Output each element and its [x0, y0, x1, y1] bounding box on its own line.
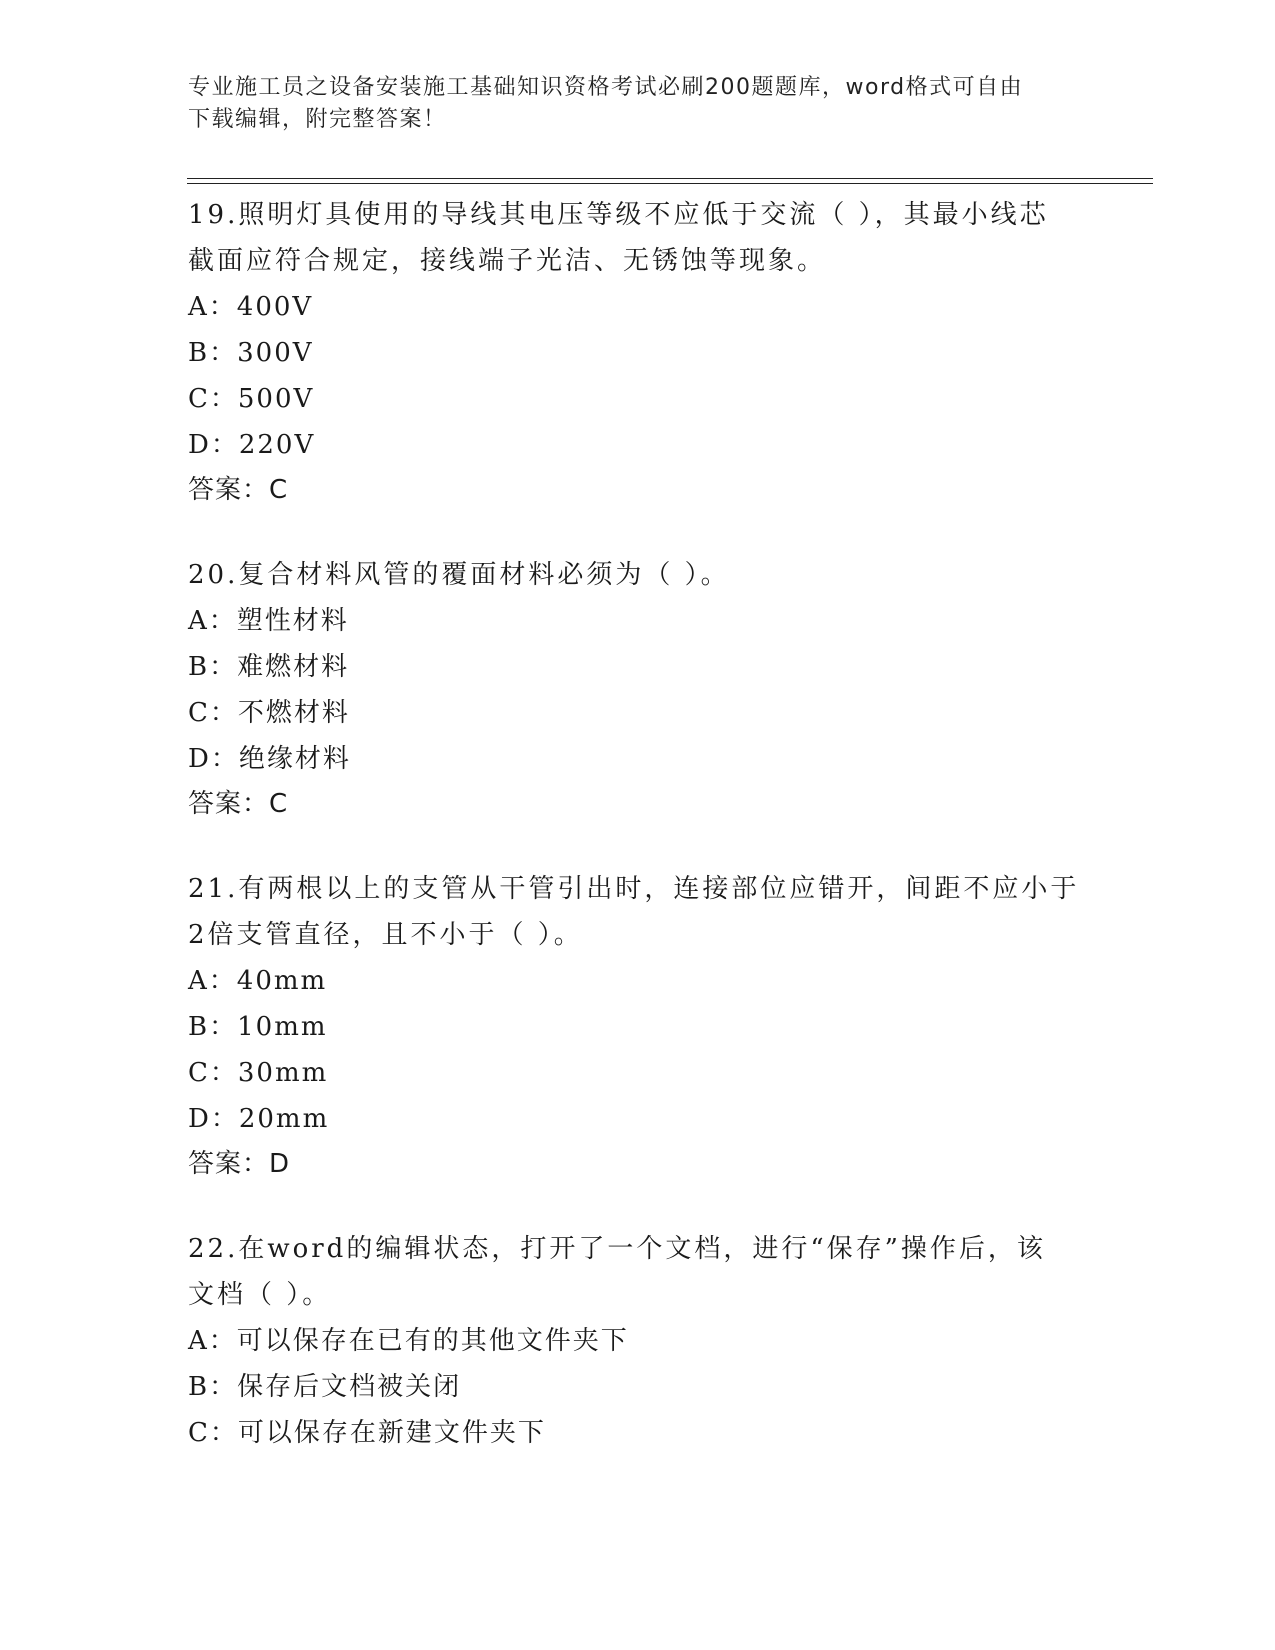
option-d: D：220V: [188, 430, 316, 460]
option-c: C：500V: [188, 384, 315, 414]
answer-line: 答案：C: [188, 475, 289, 505]
option-c: C：30mm: [188, 1058, 329, 1088]
question-stem-line: 截面应符合规定，接线端子光洁、无锈蚀等现象。: [188, 246, 827, 276]
option-b: B：300V: [188, 338, 314, 368]
option-c: C：不燃材料: [188, 698, 350, 728]
question-21: [188, 866, 1088, 1186]
question-20: [188, 552, 1088, 826]
option-a: A：可以保存在已有的其他文件夹下: [188, 1326, 629, 1356]
question-stem-line: 文档（ ）。: [188, 1280, 332, 1310]
option-a: A：40mm: [188, 966, 328, 996]
header-line-2: 下载编辑，附完整答案！: [188, 107, 447, 132]
question-list: [188, 192, 1088, 1496]
document-header: [188, 72, 1088, 136]
header-rule-top: [187, 178, 1153, 179]
answer-line: 答案：D: [188, 1149, 291, 1179]
option-d: D：绝缘材料: [188, 744, 351, 774]
option-d: D：20mm: [188, 1104, 330, 1134]
question-22: [188, 1226, 1088, 1456]
question-stem-line: 2倍支管直径，且不小于（ ）。: [188, 920, 583, 950]
option-b: B：难燃材料: [188, 652, 350, 682]
option-c: C：可以保存在新建文件夹下: [188, 1418, 546, 1448]
question-stem-line: 19.照明灯具使用的导线其电压等级不应低于交流（ ），其最小线芯: [188, 200, 1049, 230]
option-b: B：保存后文档被关闭: [188, 1372, 462, 1402]
question-stem-line: 20.复合材料风管的覆面材料必须为（ ）。: [188, 560, 730, 590]
header-rule-bottom: [187, 183, 1153, 184]
question-stem-line: 21.有两根以上的支管从干管引出时，连接部位应错开，间距不应小于: [188, 874, 1080, 904]
answer-line: 答案：C: [188, 789, 289, 819]
option-a: A：400V: [188, 292, 314, 322]
header-line-1: 专业施工员之设备安装施工基础知识资格考试必刷200题题库，word格式可自由: [188, 75, 1024, 100]
option-a: A：塑性材料: [188, 606, 349, 636]
question-19: [188, 192, 1088, 512]
question-stem-line: 22.在word的编辑状态，打开了一个文档，进行“保存”操作后，该: [188, 1234, 1046, 1264]
option-b: B：10mm: [188, 1012, 328, 1042]
